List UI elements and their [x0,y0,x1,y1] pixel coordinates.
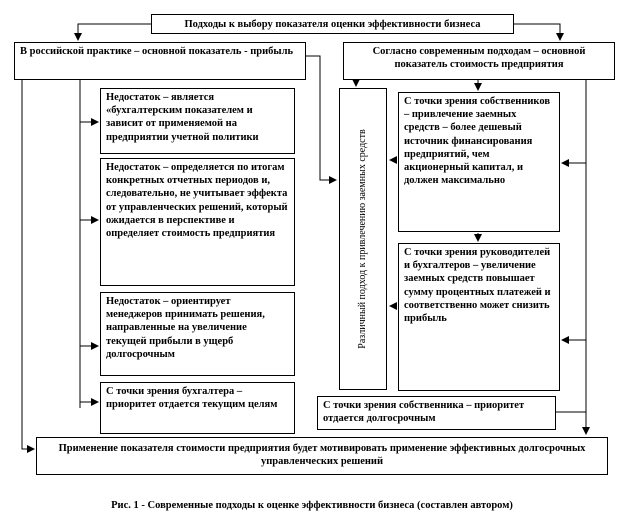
left-box-1-text: Недостаток – является «бухгалтерским показателем и зависит от применяемой на предприятии учетной политики [106,92,259,143]
bottom-box-text: Применение показателя стоимости предприятия будет мотивировать применение эффективных долгосрочных управленческих решений [58,443,586,468]
left-header-box [14,42,306,80]
right-header-box [343,42,615,80]
left-box-4-text: С точки зрения бухгалтера – приоритет отдается текущим целям [106,386,278,411]
left-box-3-text: Недостаток – ориентирует менеджеров принимать решения, направленные на увеличение текущей прибыли в ущерб долгосрочным [106,296,265,360]
diagram-title: Подходы к выбору показателя оценки эффективности бизнеса [184,19,481,30]
left-box-2-text: Недостаток – определяется по итогам конкретных отчетных периодов и, следовательно, не учитывает эффекта от управленческих решений, который ожидается в перспективе и определяет стоимость предприятия [106,162,288,240]
left-box-4 [100,382,295,434]
left-box-2 [100,158,295,286]
right-box-1-text: С точки зрения собственников – привлечение заемных средств – более дешевый источник финансирования предприятий, чем акционерный капитал, и должен максимально [404,96,551,187]
right-box-1 [398,92,560,232]
vertical-label-box [339,88,387,390]
figure-caption: Рис. 1 - Современные подходы к оценке эффективности бизнеса (составлен автором) [111,500,513,511]
right-box-2 [398,243,560,391]
right-box-2-text: С точки зрения руководителей и бухгалтеров – увеличение заемных средств повышает сумму процентных платежей и соответственно может снизить прибыль [404,247,551,325]
right-header-text: Согласно современным подходам – основной показатель стоимость предприятия [372,46,586,71]
diagram-title-box [151,14,514,34]
owner-box-text: С точки зрения собственника – приоритет отдается долгосрочным [323,400,525,425]
vertical-label-text: Различный подход к привлечению заемных средств [357,129,368,349]
left-box-3 [100,292,295,376]
bottom-box [36,437,608,475]
left-header-text: В российской практике – основной показатель - прибыль [20,46,294,57]
owner-box [317,396,556,430]
left-box-1 [100,88,295,154]
